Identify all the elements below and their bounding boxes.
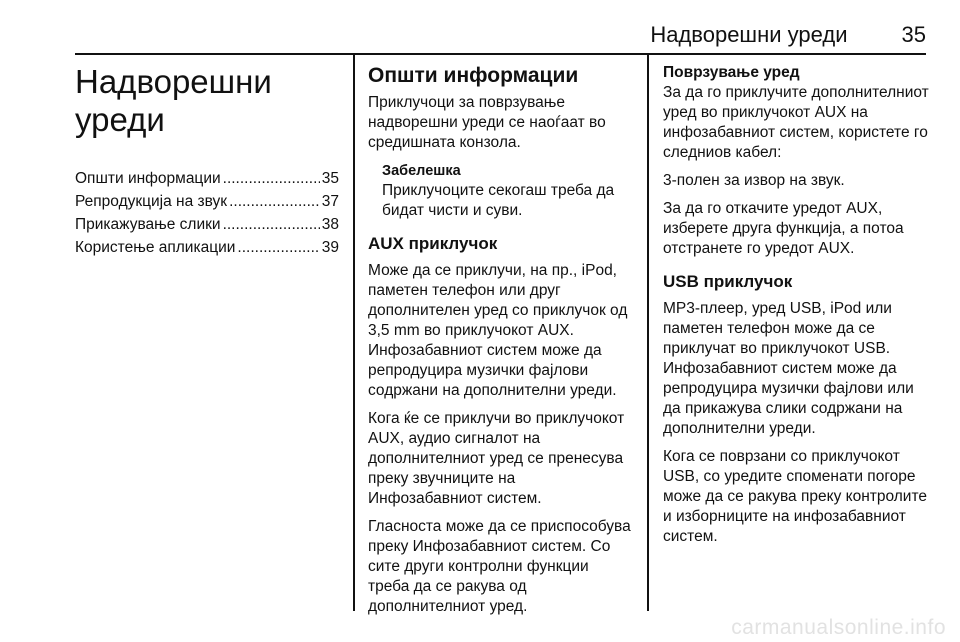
toc-entry[interactable] bbox=[75, 215, 339, 235]
connect-paragraph-3: За да го откачите уредот AUX, изберете друга функција, а потоа отстранете го уредот AUX. bbox=[663, 200, 904, 257]
toc-entry-page: 39 bbox=[321, 239, 339, 256]
toc-leader bbox=[223, 215, 320, 235]
section-title-general: Општи информации bbox=[368, 64, 579, 87]
column-connect-usb bbox=[663, 63, 929, 555]
chapter-title-line1: Надворешни bbox=[75, 63, 272, 100]
toc-entry-label: Репродукција на звук bbox=[75, 193, 228, 210]
connect-title: Поврзување уред bbox=[663, 64, 800, 81]
usb-paragraph-2: Кога се поврзани со приклучокот USB, со уредите споменати погоре може да се ракува преку контролите и изборниците на инфозабавниот систем. bbox=[663, 448, 928, 545]
toc-entry-label: Прикажување слики bbox=[75, 216, 221, 233]
note-title: Забелешка bbox=[382, 163, 461, 179]
connect-paragraph-1: За да го приклучите дополнителниот уред во приклучокот AUX на инфозабавниот систем, користете го следниов кабел: bbox=[663, 84, 929, 161]
usb-paragraph-1: MP3-плеер, уред USB, iPod или паметен телефон може да се приклучат во приклучокот USB. Инфозабавниот систем може да репродуцира музички фајлови или да прикажува слики содржани на дополнителни уреди. bbox=[663, 300, 914, 437]
note-text: Приклучоците секогаш треба да бидат чисти и суви. bbox=[382, 182, 615, 219]
column-divider-2 bbox=[647, 55, 649, 611]
toc-entry[interactable] bbox=[75, 238, 339, 258]
page-header bbox=[650, 22, 926, 52]
header-title: Надворешни уреди bbox=[650, 22, 848, 47]
toc-entry-page: 38 bbox=[321, 216, 339, 233]
page-number: 35 bbox=[901, 22, 926, 47]
toc-leader bbox=[237, 238, 319, 258]
toc-entry-page: 37 bbox=[321, 193, 339, 210]
toc-entry[interactable] bbox=[75, 169, 339, 189]
aux-paragraph-1: Може да се приклучи, на пр., iPod, паметен телефон или друг дополнителен уред со приклучок од 3,5 mm во приклучокот AUX. Инфозабавниот систем може да репродуцира музички фајлови содржани на дополнителни уреди. bbox=[368, 262, 628, 399]
section-title-aux: AUX приклучок bbox=[368, 234, 498, 253]
section-title-usb: USB приклучок bbox=[663, 272, 793, 291]
connect-paragraph-2: 3-полен за извор на звук. bbox=[663, 172, 845, 189]
watermark: carmanualsonline.info bbox=[731, 616, 946, 639]
column-toc bbox=[75, 63, 339, 261]
column-divider-1 bbox=[353, 55, 355, 611]
toc-entry-page: 35 bbox=[321, 170, 339, 187]
chapter-title bbox=[75, 63, 339, 139]
note-box bbox=[382, 161, 634, 221]
toc-entry-label: Користење апликации bbox=[75, 239, 236, 256]
aux-paragraph-3: Гласноста може да се приспособува преку Инфозабавниот систем. Со сите други контролни функции треба да се ракува од дополнителниот уред. bbox=[368, 518, 631, 615]
aux-paragraph-2: Кога ќе се приклучи во приклучокот AUX, аудио сигналот на дополнителниот уред се пренесува преку звучниците на Инфозабавниот систем. bbox=[368, 410, 625, 507]
toc-entry[interactable] bbox=[75, 192, 339, 212]
toc-leader bbox=[223, 169, 320, 189]
column-general-info bbox=[368, 63, 634, 625]
toc-leader bbox=[229, 192, 320, 212]
header-rule bbox=[75, 53, 926, 55]
chapter-title-line2: уреди bbox=[75, 101, 165, 138]
toc-entry-label: Општи информации bbox=[75, 170, 221, 187]
intro-paragraph: Приклучоци за поврзување надворешни уреди се наоѓаат во средишната конзола. bbox=[368, 94, 606, 151]
